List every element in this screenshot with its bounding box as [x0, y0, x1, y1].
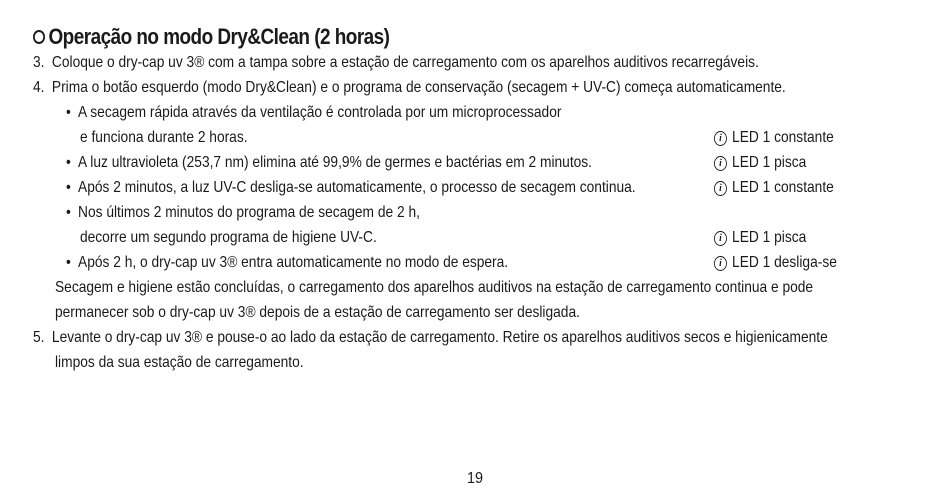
summary-line: permanecer sob o dry-cap uv 3® depois de a estação de carregamento ser desligada.: [55, 304, 580, 321]
summary-text: [55, 278, 813, 298]
step-number: 4.: [33, 79, 45, 96]
step-text: Prima o botão esquerdo (modo Dry&Clean) e o programa de conservação (secagem + UV-C) começa automaticamente.: [51, 79, 786, 96]
step-text: limpos da sua estação de carregamento.: [55, 354, 304, 371]
info-icon: i: [714, 231, 727, 246]
bullet-icon: •: [66, 154, 71, 171]
bullet-icon: •: [66, 254, 71, 271]
info-icon: i: [714, 181, 727, 196]
summary-line: Secagem e higiene estão concluídas, o carregamento dos aparelhos auditivos na estação de carregamento continua e pode: [55, 279, 814, 296]
step-text: Levante o dry-cap uv 3® e pouse-o ao lado da estação de carregamento. Retire os aparelhos auditivos secos e higienicamente: [51, 329, 828, 346]
step-5-continuation: [55, 353, 304, 373]
led-status: [714, 153, 806, 173]
step-text: Coloque o dry-cap uv 3® com a tampa sobre a estação de carregamento com os aparelhos auditivos recarregáveis.: [51, 54, 759, 71]
bullet-item: [66, 178, 636, 198]
led-status: [714, 128, 834, 148]
bullet-icon: •: [66, 204, 71, 221]
circle-icon: [33, 30, 45, 44]
step-3: [33, 53, 759, 73]
bullet-text: Após 2 h, o dry-cap uv 3® entra automaticamente no modo de espera.: [78, 254, 509, 271]
led-status: [714, 178, 834, 198]
bullet-text: A luz ultravioleta (253,7 nm) elimina até 99,9% de germes e bactérias em 2 minutos.: [78, 154, 593, 171]
info-icon: i: [714, 156, 727, 171]
bullet-icon: •: [66, 179, 71, 196]
bullet-text: Após 2 minutos, a luz UV-C desliga-se automaticamente, o processo de secagem continua.: [78, 179, 636, 196]
section-heading: [33, 24, 389, 50]
led-status-text: LED 1 constante: [732, 129, 834, 146]
bullet-text: Nos últimos 2 minutos do programa de secagem de 2 h,: [78, 204, 420, 221]
step-5: [33, 328, 828, 348]
led-status-text: LED 1 pisca: [732, 154, 807, 171]
info-icon: i: [714, 131, 727, 146]
bullet-item: [66, 253, 508, 273]
led-status-text: LED 1 pisca: [732, 229, 807, 246]
led-status-text: LED 1 constante: [732, 179, 834, 196]
heading-text: Operação no modo Dry&Clean (2 horas): [48, 24, 390, 49]
led-status: [714, 253, 837, 273]
page-number: 19: [466, 470, 484, 487]
bullet-text: A secagem rápida através da ventilação é controlada por um microprocessador: [78, 104, 562, 121]
led-status: [714, 228, 806, 248]
bullet-continuation: [80, 128, 248, 148]
bullet-continuation: [80, 228, 377, 248]
bullet-item: [66, 203, 420, 223]
step-4: [33, 78, 786, 98]
step-number: 5.: [33, 329, 45, 346]
bullet-item: [66, 153, 592, 173]
bullet-text: decorre um segundo programa de higiene UV-C.: [80, 229, 377, 246]
info-icon: i: [714, 256, 727, 271]
bullet-item: [66, 103, 561, 123]
led-status-text: LED 1 desliga-se: [732, 254, 837, 271]
bullet-icon: •: [66, 104, 71, 121]
summary-text: [55, 303, 580, 323]
step-number: 3.: [33, 54, 45, 71]
bullet-text: e funciona durante 2 horas.: [80, 129, 248, 146]
